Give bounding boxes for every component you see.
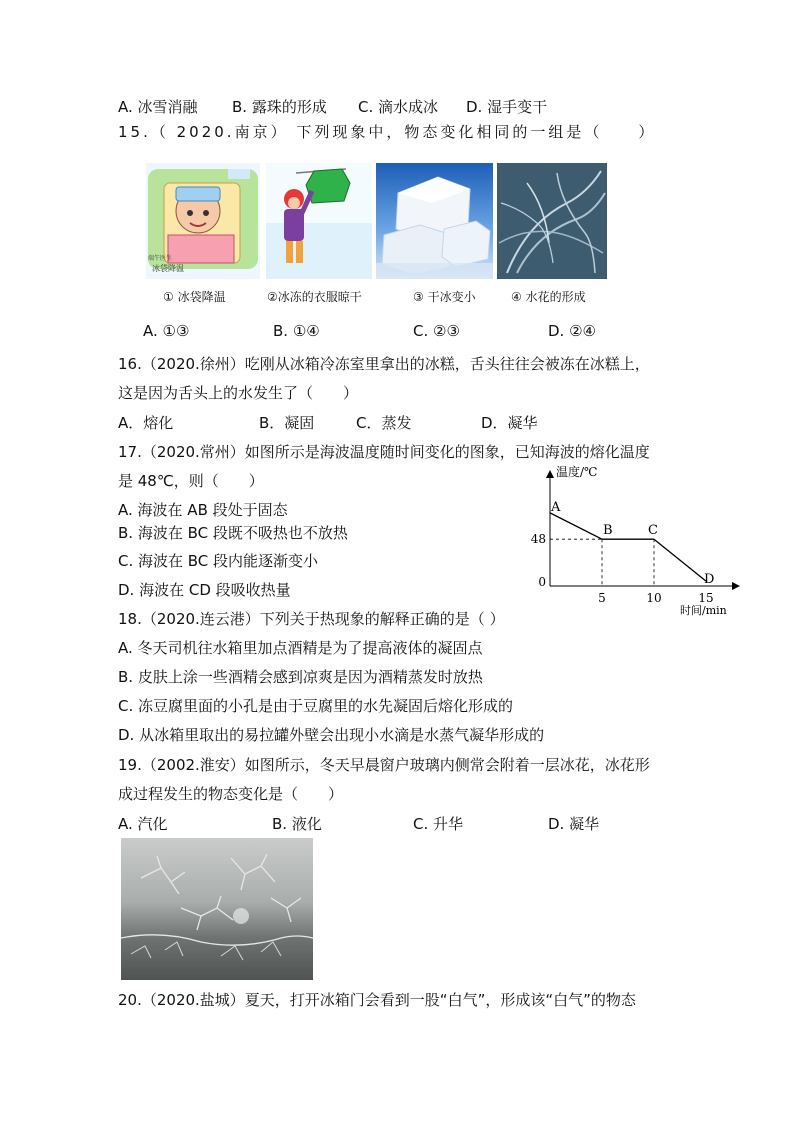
q15-stem: 15.（ 2020.南京） 下列现象中，物态变化相同的一组是（ ） bbox=[118, 123, 657, 141]
point-label-a: A bbox=[551, 499, 561, 515]
q18-option-a: A. 冬天司机往水箱里加点酒精是为了提高液体的凝固点 bbox=[118, 639, 483, 657]
temperature-time-chart bbox=[520, 460, 750, 620]
dry-ice-picture bbox=[376, 163, 493, 279]
x-tick-10: 10 bbox=[646, 591, 662, 605]
q16-option-a: A．熔化 bbox=[118, 414, 174, 432]
frozen-clothes-picture bbox=[266, 163, 372, 279]
point-label-b: B bbox=[603, 523, 613, 539]
q18-option-d: D. 从冰箱里取出的易拉罐外壁会出现小水滴是水蒸气凝华形成的 bbox=[118, 726, 545, 744]
x-tick-15: 15 bbox=[698, 591, 714, 605]
q19-option-a: A. 汽化 bbox=[118, 815, 168, 833]
q16-stem-line-2: 这是因为舌头上的水发生了（ ） bbox=[118, 384, 359, 402]
q16-option-d: D．凝华 bbox=[481, 414, 538, 432]
q18-stem: 18.（2020.连云港）下列关于热现象的解释正确的是（ ） bbox=[118, 610, 505, 628]
q19-option-b: B. 液化 bbox=[272, 815, 322, 833]
x-axis-label: 时间/min bbox=[680, 604, 727, 617]
y-axis-label: 温度/℃ bbox=[556, 465, 598, 479]
caption-3: ③ 干冰变小 bbox=[413, 290, 476, 304]
segment-cd bbox=[654, 539, 706, 581]
segment-ab bbox=[550, 513, 602, 539]
q14-option-c: C. 滴水成冰 bbox=[358, 98, 439, 116]
ice-bag-picture-caption: 冰袋降温 bbox=[152, 264, 184, 273]
q20-stem: 20.（2020.盐城）夏天，打开冰箱门会看到一股“白气”，形成该“白气”的物态 bbox=[118, 991, 636, 1009]
q15-option-d: D. ②④ bbox=[548, 322, 596, 340]
point-label-c: C bbox=[648, 523, 658, 539]
q19-option-c: C. 升华 bbox=[413, 815, 464, 833]
point-label-d: D bbox=[704, 572, 715, 588]
q17-option-a: A. 海波在 AB 段处于固态 bbox=[118, 501, 288, 519]
q17-option-c: C. 海波在 BC 段内能逐渐变小 bbox=[118, 552, 319, 570]
ice-bag-picture bbox=[146, 163, 260, 279]
q19-stem-line-1: 19.（2002.淮安）如图所示，冬天早晨窗户玻璃内侧常会附着一层冰花，冰花形 bbox=[118, 756, 650, 774]
q16-stem-line-1: 16.（2020.徐州）吃刚从冰箱冷冻室里拿出的冰糕，舌头往往会被冻在冰糕上， bbox=[118, 355, 650, 373]
q15-option-b: B. ①④ bbox=[273, 322, 320, 340]
q18-option-b: B. 皮肤上涂一些酒精会感到凉爽是因为酒精蒸发时放热 bbox=[118, 668, 483, 686]
caption-1: ① 冰袋降温 bbox=[163, 290, 226, 304]
ice-bag-picture-note: 端午医生 bbox=[148, 255, 173, 262]
q17-option-d: D. 海波在 CD 段吸收热量 bbox=[118, 581, 291, 599]
q17-stem-line-2: 是 48℃，则（ ） bbox=[118, 472, 264, 490]
x-tick-0: 0 bbox=[538, 575, 546, 589]
q18-option-c: C. 冻豆腐里面的小孔是由于豆腐里的水先凝固后熔化形成的 bbox=[118, 697, 514, 715]
q17-stem-line-1: 17.（2020.常州）如图所示是海波温度随时间变化的图象，已知海波的熔化温度 bbox=[118, 443, 650, 461]
frost-flower-picture bbox=[497, 163, 607, 279]
x-axis-arrow bbox=[732, 582, 740, 590]
caption-2: ②冰冻的衣服晾干 bbox=[267, 290, 362, 304]
q14-option-d: D. 湿手变干 bbox=[466, 98, 548, 116]
window-frost-picture bbox=[121, 838, 313, 980]
q16-option-b: B．凝固 bbox=[259, 414, 315, 432]
caption-4: ④ 水花的形成 bbox=[511, 290, 586, 304]
q19-stem-line-2: 成过程发生的物态变化是（ ） bbox=[118, 785, 344, 803]
q19-option-d: D. 凝华 bbox=[548, 815, 600, 833]
q15-option-c: C. ②③ bbox=[413, 322, 460, 340]
q14-option-b: B. 露珠的形成 bbox=[232, 98, 327, 116]
y-axis-arrow bbox=[546, 470, 554, 478]
q15-option-a: A. ①③ bbox=[143, 322, 190, 340]
q14-option-a: A. 冰雪消融 bbox=[118, 98, 198, 116]
x-tick-5: 5 bbox=[598, 591, 606, 605]
y-tick-48: 48 bbox=[530, 532, 546, 547]
q17-option-b: B. 海波在 BC 段既不吸热也不放热 bbox=[118, 524, 348, 542]
q16-option-c: C．蒸发 bbox=[356, 414, 412, 432]
